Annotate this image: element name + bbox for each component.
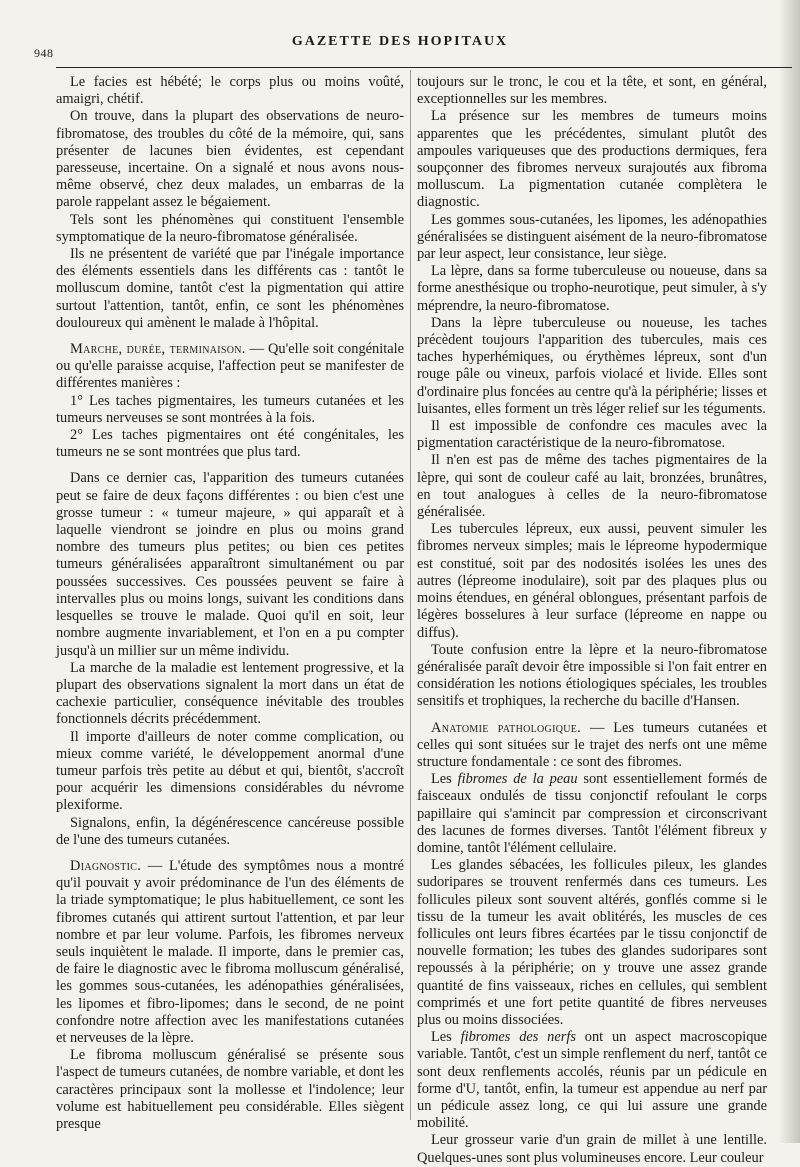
section-text: — Les tumeurs cutanées et celles qui sont situées sur le trajet des nerfs ont une même structure fondamentale : ce sont des fibromes.: [417, 719, 767, 770]
paragraph: Signalons, enfin, la dégénérescence cancéreuse possible de l'une des tumeurs cutanées.: [56, 814, 404, 848]
paragraph: Il importe d'ailleurs de noter comme complication, ou mieux comme variété, le développement anormal d'une tumeur parfois très petite au début et qui, bientôt, s'accroît pour acquérir les dimensions considérables du névrome plexiforme.: [56, 728, 404, 814]
paragraph-fibromes-nerfs: [417, 1029, 767, 1132]
paragraph: Il est impossible de confondre ces macules avec la pigmentation caractéristique de la neuro-fibromatose.: [417, 418, 767, 452]
paragraph: Les gommes sous-cutanées, les lipomes, les adénopathies généralisées se distinguent aisément de la neuro-fibromatose par leur aspect, leur consistance, leur siège.: [417, 211, 767, 263]
section-heading: Marche, durée, terminaison.: [70, 341, 246, 358]
paragraph: La lèpre, dans sa forme tuberculeuse ou noueuse, dans sa forme anesthésique ou tropho-neurotique, peut simuler, à s'y méprendre, la neuro-fibromatose.: [417, 263, 767, 314]
paragraph: 2° Les taches pigmentaires ont été congénitales, les tumeurs ne se sont montrées que plus tard.: [56, 427, 404, 461]
paragraph: Ils ne présentent de variété que par l'inégale importance des éléments essentiels dans les différents cas : tantôt le molluscum domine, tantôt c'est la pigmentation qui attire surtout l'attention, tantôt, enfin, ce sont les phénomènes douloureux qui amènent le malade à l'hôpital.: [56, 246, 404, 331]
paragraph: On trouve, dans la plupart des observations de neuro-fibromatose, des troubles du côté de la mémoire, qui, sans présenter de lacunes bien évidentes, est cependant paresseuse, incertaine. On a signalé et nous avons nous-même observé, chez deux malades, un embarras de la parole rappelant assez le bégaiement.: [56, 108, 404, 211]
column-divider: [410, 70, 411, 1120]
text-run: sont essentiellement formés de faisceaux ondulés de tissu conjonctif refoulant le corps papillaire qui s'amincit par compression et circonscrivant des lacunes de formes diverses. Tantôt l'élément fibreux y domine, tantôt l'élément cellulaire.: [417, 771, 767, 856]
paragraph: 1° Les taches pigmentaires, les tumeurs cutanées et les tumeurs nerveuses se sont montrées à la fois.: [56, 392, 404, 426]
paragraph: Il n'en est pas de même des taches pigmentaires de la lèpre, qui sont de couleur café au lait, bronzées, brunâtres, en tout analogues à celles de la neuro-fibromatose généralisée.: [417, 452, 767, 521]
section-text: — Qu'elle soit congénitale ou qu'elle paraisse acquise, l'affection peut se manifester de différentes manières :: [56, 341, 404, 392]
header-rule: [56, 67, 792, 68]
paragraph: Leur grosseur varie d'un grain de millet à une lentille. Quelques-unes sont plus volumineuses encore. Leur couleur: [417, 1132, 767, 1166]
section-paragraph-anatomie: [417, 720, 767, 772]
running-title: GAZETTE DES HOPITAUX: [291, 34, 509, 49]
section-paragraph-diagnostic: [56, 858, 404, 1047]
page-edge-shadow: [778, 0, 800, 1143]
section-heading: Anatomie pathologique.: [431, 719, 582, 736]
paragraph: La marche de la maladie est lentement progressive, et la plupart des observations signalent la mort dans un état de cachexie particulier, conséquence inévitable des troubles fonctionnels décrits précédemment.: [56, 659, 404, 728]
text-run: Les: [431, 1029, 461, 1046]
paragraph: Les tubercules lépreux, eux aussi, peuvent simuler les fibromes nerveux simples; mais le lépreome hypodermique est constitué, soit par des nodosités isolées les unes des autres (lépreome inodulaire), soit par des plaques plus ou moins étendues, en général oblongues, présentant parfois de légères bosselures à leur surface (lépreome en nappe ou diffus).: [417, 521, 767, 641]
section-heading: Diagnostic.: [70, 857, 142, 874]
left-column: [56, 74, 404, 1133]
paragraph: Le fibroma molluscum généralisé se présente sous l'aspect de tumeurs cutanées, de nombre variable, et dont les caractères principaux sont la mollesse et l'indolence; leur volume est habituellement peu considérable. Elles siègent presque: [56, 1047, 404, 1132]
paragraph: Tels sont les phénomènes qui constituent l'ensemble symptomatique de la neuro-fibromatose généralisée.: [56, 211, 404, 245]
paragraph: Dans ce dernier cas, l'apparition des tumeurs cutanées peut se faire de deux façons différentes : ou bien c'est une grosse tumeur : « tumeur majeure, » qui apparaît et à laquelle viendront se joindre en plus ou moins grand nombre des tumeurs plus petites; ou bien ces petites tumeurs généralisées apparaîtront simultanément ou par poussées successives. Ces poussées peuvent se faire à intervalles plus ou moins longs, suivant les conditions dans lesquelles se trouve le malade. Quoi qu'il en soit, leur nombre augmente invariablement, et l'on en a pu compter jusqu'à un millier sur un même individu.: [56, 470, 404, 659]
page-number: 948: [34, 46, 54, 60]
paragraph: Toute confusion entre la lèpre et la neuro-fibromatose généralisée paraît devoir être impossible si l'on fait entrer en considération les notions étiologiques spéciales, les troubles sensitifs et trophiques, la recherche du bacille d'Hansen.: [417, 641, 767, 710]
text-run: ont un aspect macroscopique variable. Tantôt, c'est un simple renflement du nerf, tantôt ce sont deux renflements accolés, réunis par un pédicule en forme d'U, tantôt, enfin, la tumeur est appendue au nerf par un pédicule assez long, ce qui lui assure une grande mobilité.: [417, 1029, 767, 1132]
paragraph-fibromes-peau: [417, 771, 767, 857]
paragraph: La présence sur les membres de tumeurs moins apparentes que les précédentes, simulant plutôt des ampoules variqueuses que des productions dermiques, fera soupçonner des fibromes nerveux surajoutés aux fibroma molluscum. La pigmentation cutanée complètera le diagnostic.: [417, 108, 767, 211]
section-paragraph-marche: [56, 341, 404, 393]
right-column: [417, 74, 767, 1167]
paragraph: Dans la lèpre tuberculeuse ou noueuse, les taches précèdent toujours l'apparition des tubercules, mais ces taches hyperhémiques, ou érythèmes lépreux, sont d'un rouge pâle ou vineux, parfois violacé et livide. Elles sont d'ordinaire plus foncées au centre qu'à la périphérie; lisses et luisantes, elles forment un très léger relief sur les téguments.: [417, 314, 767, 417]
section-text: — L'étude des symptômes nous a montré qu'il pouvait y avoir prédominance de l'un des éléments de la triade symptomatique; le plus habituellement, ce sont les fibromes cutanés qui attirent surtout l'attention, et par leur nombre et par leur volume. Parfois, les fibromes nerveux seuls inquiètent le malade. Il importe, dans le premier cas, de faire le diagnostic avec le fibroma molluscum généralisé, les gommes sous-cutanées, les adénopathies généralisées, les lipomes et fibro-lipomes; dans le second, de ne point confondre notre affection avec les manifestations cutanées et nerveuses de la lèpre.: [56, 857, 404, 1046]
paragraph: Les glandes sébacées, les follicules pileux, les glandes sudoripares se trouvent renfermés dans ces tumeurs. Les follicules pileux sont souvent altérés, gonflés comme si le tissu de la tumeur les avait oblitérés, les muscles de ces follicules ont leurs fibres écartées par le tissu conjonctif de nouvelle formation; les tubes des glandes sudoripares sont repoussés à la périphérie; on y trouve une assez grande quantité de fins vaisseaux, riches en cellules, qui semblent comprimés et une fort petite quantité de fibres nerveuses plus ou moins dissociées.: [417, 857, 767, 1028]
text-run: Les: [431, 771, 458, 788]
italic-term: fibromes de la peau: [457, 771, 578, 788]
paragraph: Le facies est hébété; le corps plus ou moins voûté, amaigri, chétif.: [56, 74, 404, 108]
paragraph: toujours sur le tronc, le cou et la tête, et sont, en général, exceptionnelles sur les membres.: [417, 74, 767, 108]
italic-term: fibromes des nerfs: [460, 1029, 576, 1046]
